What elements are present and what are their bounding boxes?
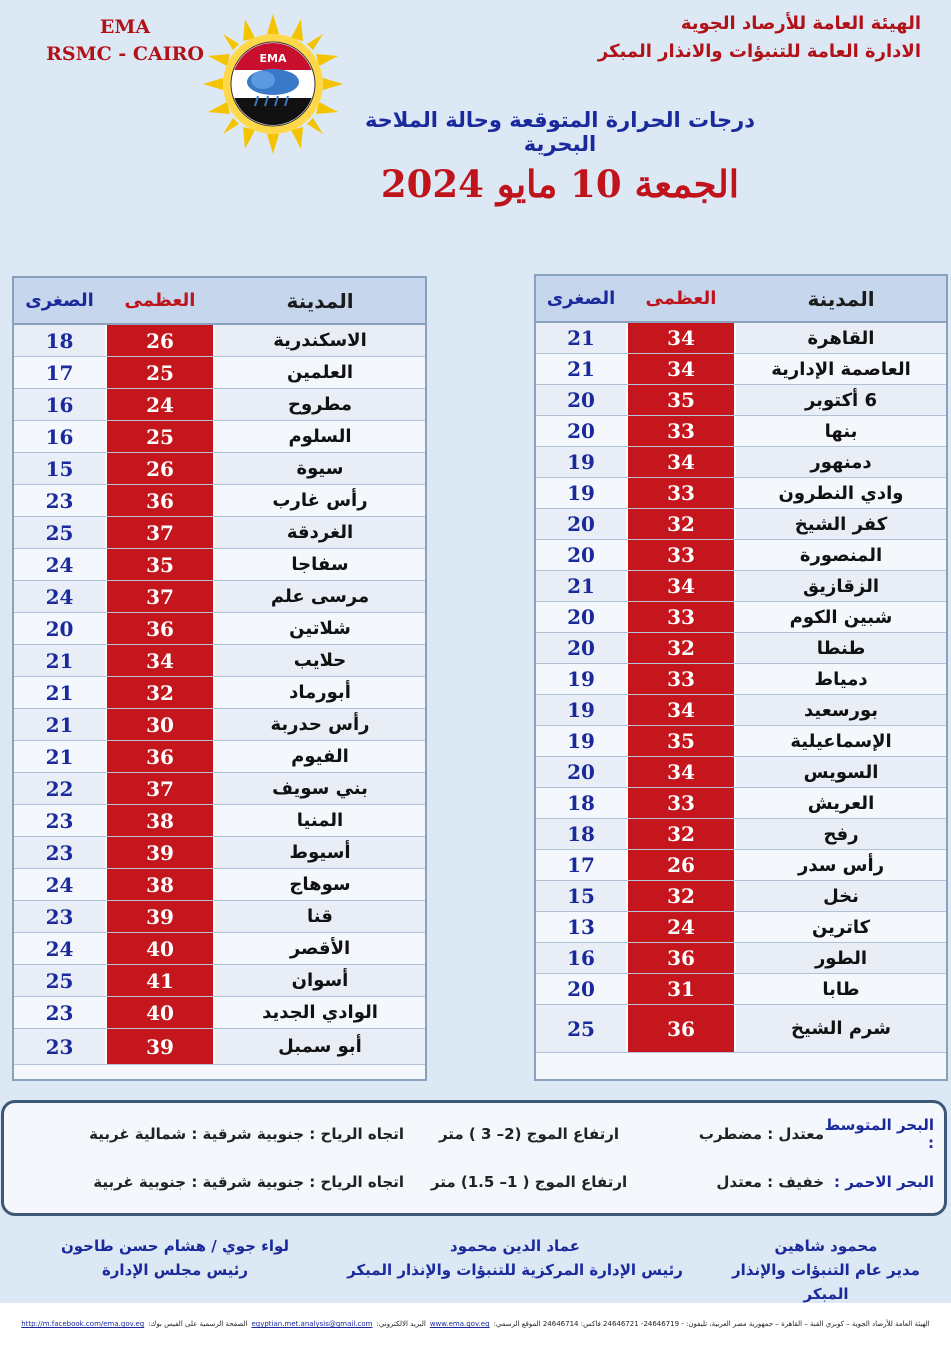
table-header <box>536 276 946 323</box>
city-name: كفر الشيخ <box>794 513 888 535</box>
max-temp: 34 <box>626 695 736 725</box>
city-name: كاترين <box>811 916 871 938</box>
min-temp: 23 <box>45 840 74 865</box>
city-name: نخل <box>823 885 859 907</box>
min-temp: 23 <box>45 808 74 833</box>
city-name: رفح <box>823 823 859 845</box>
table-row <box>536 571 946 602</box>
table-row <box>536 819 946 850</box>
min-temp: 20 <box>45 616 74 641</box>
max-temp: 26 <box>105 453 215 484</box>
min-temp: 20 <box>567 977 595 1001</box>
max-temp: 35 <box>626 385 736 415</box>
city-name: القاهرة <box>807 327 875 349</box>
max-temp: 25 <box>105 357 215 388</box>
city-name: الوادي الجديد <box>262 1002 378 1023</box>
max-temp: 36 <box>105 741 215 772</box>
city-name: العريش <box>807 792 875 814</box>
max-temp: 34 <box>105 645 215 676</box>
signature-name: لواء جوي / هشام حسن طاحون <box>60 1237 290 1255</box>
signature-title: رئيس الإدارة المركزية للتنبؤات والإنذار المبكر <box>347 1261 683 1279</box>
city-name: أبورماد <box>289 682 351 703</box>
min-temp: 24 <box>45 552 74 577</box>
min-temp: 25 <box>45 520 74 545</box>
city-name: رأس غارب <box>272 490 368 511</box>
min-temp: 21 <box>45 680 74 705</box>
city-name: طابا <box>822 978 860 1000</box>
max-temp: 26 <box>105 325 215 356</box>
city-name: سيوة <box>296 458 344 479</box>
min-temp: 24 <box>45 872 74 897</box>
table-row <box>536 1005 946 1053</box>
min-temp: 19 <box>567 450 595 474</box>
min-temp: 21 <box>45 744 74 769</box>
city-name: رأس سدر <box>797 854 885 876</box>
city-name: السويس <box>803 761 879 783</box>
max-temp: 34 <box>626 447 736 477</box>
city-name: حلايب <box>293 650 347 671</box>
header-min: الصغرى <box>546 288 616 309</box>
table-row <box>536 881 946 912</box>
table-row <box>14 805 425 837</box>
max-temp: 37 <box>105 773 215 804</box>
city-name: رأس حدربة <box>270 714 370 735</box>
max-temp: 40 <box>105 933 215 964</box>
min-temp: 24 <box>45 584 74 609</box>
city-name: المنصورة <box>799 544 883 566</box>
max-temp: 26 <box>626 850 736 880</box>
max-temp: 32 <box>626 881 736 911</box>
table-row <box>14 389 425 421</box>
max-temp: 33 <box>626 478 736 508</box>
temperature-table-west <box>12 276 427 1081</box>
table-row <box>536 757 946 788</box>
table-row <box>14 485 425 517</box>
table-row <box>14 549 425 581</box>
table-row <box>14 837 425 869</box>
min-temp: 23 <box>45 1000 74 1025</box>
max-temp: 34 <box>626 323 736 353</box>
min-temp: 18 <box>45 328 74 353</box>
table-row <box>14 645 425 677</box>
min-temp: 19 <box>567 729 595 753</box>
city-name: العاصمة الإدارية <box>771 358 911 380</box>
ema-logo-icon <box>203 14 343 154</box>
footer-address: الهيئة العامة للأرصاد الجوية – كوبري القبة – القاهرة – جمهورية مصر العربية، تليفون: - 24646719- 24646721 فاكس: 24646714 الموقع الرسمي: <box>493 1320 930 1328</box>
header-city: المدينة <box>807 286 875 311</box>
table-row <box>536 726 946 757</box>
table-row <box>536 385 946 416</box>
city-name: شلاتين <box>289 618 351 639</box>
table-body <box>536 323 946 1053</box>
max-temp: 34 <box>626 757 736 787</box>
table-row <box>14 421 425 453</box>
min-temp: 19 <box>567 667 595 691</box>
table-row <box>14 773 425 805</box>
table-row <box>536 540 946 571</box>
max-temp: 35 <box>105 549 215 580</box>
max-temp: 33 <box>626 416 736 446</box>
city-name: سفاجا <box>291 554 349 575</box>
table-row <box>536 447 946 478</box>
max-temp: 41 <box>105 965 215 996</box>
city-name: شرم الشيخ <box>791 1018 891 1039</box>
city-name: وادي النطرون <box>778 482 904 504</box>
city-name: مطروح <box>287 394 353 415</box>
org-line2: الادارة العامة للتنبؤات والانذار المبكر <box>597 41 921 62</box>
city-name: بني سويف <box>272 778 368 799</box>
table-row <box>536 354 946 385</box>
table-row <box>536 788 946 819</box>
city-name: بورسعيد <box>804 699 879 721</box>
city-name: قنا <box>307 906 333 927</box>
max-temp: 32 <box>105 677 215 708</box>
max-temp: 33 <box>626 540 736 570</box>
max-temp: 33 <box>626 788 736 818</box>
city-name: شبين الكوم <box>789 606 893 628</box>
table-body <box>14 325 425 1065</box>
footer <box>0 1303 951 1345</box>
max-temp: 24 <box>105 389 215 420</box>
table-row <box>14 613 425 645</box>
table-row <box>14 517 425 549</box>
signature-block <box>60 1234 290 1282</box>
table-row <box>536 416 946 447</box>
table-row <box>536 602 946 633</box>
max-temp: 33 <box>626 602 736 632</box>
city-name: الإسماعيلية <box>790 730 892 752</box>
sea-state: معتدل : مضطرب <box>698 1125 824 1143</box>
city-name: المنيا <box>296 810 344 831</box>
sea-row-red-sea <box>54 1167 934 1197</box>
max-temp: 30 <box>105 709 215 740</box>
table-row <box>14 965 425 997</box>
city-name: 6 أكتوبر <box>804 389 878 411</box>
table-row <box>14 933 425 965</box>
min-temp: 18 <box>567 822 595 846</box>
table-row <box>536 943 946 974</box>
city-name: دمياط <box>814 668 868 690</box>
sea-name: البحر المتوسط : <box>824 1116 934 1152</box>
min-temp: 20 <box>567 636 595 660</box>
max-temp: 37 <box>105 581 215 612</box>
city-name: دمنهور <box>810 451 872 473</box>
min-temp: 21 <box>567 357 595 381</box>
min-temp: 23 <box>45 488 74 513</box>
min-temp: 18 <box>567 791 595 815</box>
min-temp: 20 <box>567 543 595 567</box>
max-temp: 40 <box>105 997 215 1028</box>
min-temp: 17 <box>567 853 595 877</box>
ema-code-line1: EMA <box>99 16 151 38</box>
city-name: الزقازيق <box>802 575 880 597</box>
svg-text:EMA: EMA <box>259 52 287 65</box>
city-name: طنطا <box>816 637 866 659</box>
city-name: أسوان <box>291 970 349 991</box>
footer-facebook-link[interactable]: http://m.facebook.com/ema.gov.eg <box>21 1320 145 1328</box>
max-temp: 38 <box>105 869 215 900</box>
table-row <box>14 997 425 1029</box>
city-name: أبو سمبل <box>278 1036 362 1057</box>
signature-block <box>345 1234 685 1282</box>
min-temp: 25 <box>567 1016 595 1041</box>
sea-conditions-box <box>1 1100 947 1216</box>
max-temp: 32 <box>626 509 736 539</box>
min-temp: 19 <box>567 698 595 722</box>
footer-facebook-label: الصفحة الرسمية على الفيس بوك: <box>148 1320 248 1328</box>
min-temp: 13 <box>567 915 595 939</box>
city-name: الاسكندرية <box>273 330 367 351</box>
table-row <box>14 453 425 485</box>
city-name: مرسى علم <box>270 586 370 607</box>
ema-code <box>40 14 210 68</box>
max-temp: 32 <box>626 633 736 663</box>
min-temp: 21 <box>45 712 74 737</box>
min-temp: 20 <box>567 605 595 629</box>
forecast-date: الجمعة 10 مايو 2024 <box>380 162 740 206</box>
city-name: الأقصر <box>289 938 351 959</box>
min-temp: 16 <box>45 392 74 417</box>
max-temp: 31 <box>626 974 736 1004</box>
max-temp: 35 <box>626 726 736 756</box>
signature-title: رئيس مجلس الإدارة <box>101 1261 249 1279</box>
table-row <box>14 581 425 613</box>
header-max: العظمى <box>645 288 717 309</box>
wind-direction: اتجاه الرياح : جنوبية شرقية : جنوبية غربية <box>93 1173 404 1191</box>
signature-name: عماد الدين محمود <box>450 1237 580 1255</box>
organization-name <box>598 10 921 66</box>
min-temp: 21 <box>567 326 595 350</box>
city-name: الفيوم <box>291 746 349 767</box>
signature-name: محمود شاهين <box>774 1237 878 1255</box>
max-temp: 33 <box>626 664 736 694</box>
max-temp: 36 <box>626 1005 736 1052</box>
min-temp: 20 <box>567 512 595 536</box>
table-row <box>536 850 946 881</box>
ema-code-line2: RSMC - CAIRO <box>46 43 204 65</box>
wave-height: ارتفاع الموج ( 1– 1.5) متر <box>430 1173 628 1191</box>
max-temp: 38 <box>105 805 215 836</box>
footer-email-label: البريد الالكتروني: <box>376 1320 426 1328</box>
city-name: الغردقة <box>286 522 354 543</box>
table-row <box>536 509 946 540</box>
min-temp: 15 <box>567 884 595 908</box>
min-temp: 20 <box>567 419 595 443</box>
max-temp: 36 <box>626 943 736 973</box>
table-row <box>14 677 425 709</box>
city-name: سوهاج <box>289 874 351 895</box>
min-temp: 17 <box>45 360 74 385</box>
wind-direction: اتجاه الرياح : جنوبية شرقية : شمالية غربية <box>89 1125 404 1143</box>
table-row <box>14 709 425 741</box>
header-min: الصغرى <box>25 290 94 311</box>
max-temp: 36 <box>105 613 215 644</box>
header-max: العظمى <box>124 290 196 311</box>
signature-title: مدير عام التنبؤات والإنذار المبكر <box>732 1261 920 1303</box>
table-row <box>14 869 425 901</box>
max-temp: 37 <box>105 517 215 548</box>
header-city: المدينة <box>286 288 354 313</box>
max-temp: 25 <box>105 421 215 452</box>
table-row <box>536 695 946 726</box>
footer-website-link[interactable]: www.ema.gov.eg <box>429 1320 490 1328</box>
table-row <box>536 478 946 509</box>
min-temp: 22 <box>45 776 74 801</box>
table-row <box>14 325 425 357</box>
city-name: العلمين <box>286 362 354 383</box>
wave-height: ارتفاع الموج (2– 3 ) متر <box>438 1125 620 1143</box>
signature-block <box>711 1234 941 1306</box>
min-temp: 16 <box>567 946 595 970</box>
table-header <box>14 278 425 325</box>
max-temp: 34 <box>626 571 736 601</box>
table-row <box>536 912 946 943</box>
min-temp: 25 <box>45 968 74 993</box>
max-temp: 32 <box>626 819 736 849</box>
min-temp: 15 <box>45 456 74 481</box>
sea-row-mediterranean <box>54 1116 934 1152</box>
max-temp: 39 <box>105 901 215 932</box>
city-name: السلوم <box>288 426 352 447</box>
table-row <box>14 901 425 933</box>
min-temp: 20 <box>567 388 595 412</box>
min-temp: 16 <box>45 424 74 449</box>
min-temp: 20 <box>567 760 595 784</box>
sea-state: خفيف : معتدل <box>716 1173 824 1191</box>
max-temp: 34 <box>626 354 736 384</box>
footer-email-link[interactable]: egyptian.met.analysis@gmail.com <box>251 1320 373 1328</box>
max-temp: 24 <box>626 912 736 942</box>
table-row <box>536 633 946 664</box>
table-row <box>14 1029 425 1065</box>
min-temp: 21 <box>45 648 74 673</box>
table-row <box>536 974 946 1005</box>
table-row <box>14 741 425 773</box>
min-temp: 23 <box>45 904 74 929</box>
table-row <box>536 664 946 695</box>
sea-name: البحر الاحمر : <box>834 1173 934 1191</box>
min-temp: 19 <box>567 481 595 505</box>
max-temp: 36 <box>105 485 215 516</box>
page-title: درجات الحرارة المتوقعة وحالة الملاحة البحرية <box>364 108 756 156</box>
city-name: بنها <box>824 420 858 442</box>
min-temp: 24 <box>45 936 74 961</box>
temperature-table-east <box>534 274 948 1081</box>
org-line1: الهيئة العامة للأرصاد الجوية <box>680 13 921 34</box>
max-temp: 39 <box>105 1029 215 1064</box>
min-temp: 21 <box>567 574 595 598</box>
table-row <box>14 357 425 389</box>
table-row <box>536 323 946 354</box>
max-temp: 39 <box>105 837 215 868</box>
city-name: الطور <box>814 947 868 969</box>
city-name: أسيوط <box>289 842 351 863</box>
min-temp: 23 <box>45 1034 74 1059</box>
